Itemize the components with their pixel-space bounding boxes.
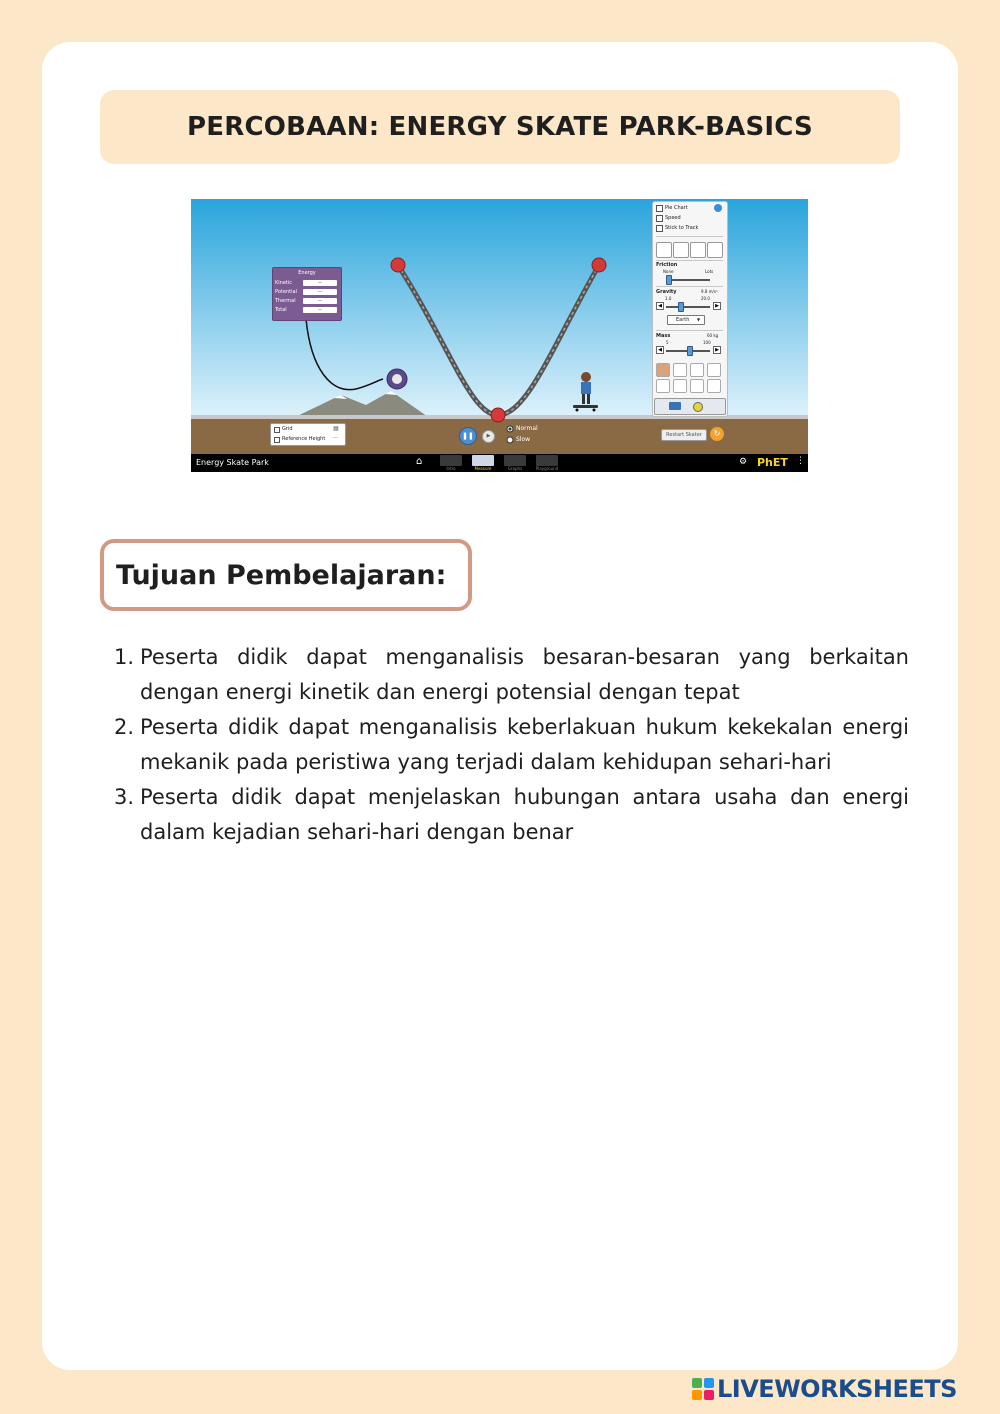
speed-checkbox[interactable] — [656, 215, 663, 222]
objective-number: 2. — [114, 715, 135, 739]
track-shape-button-2[interactable] — [673, 242, 689, 258]
tab-measure[interactable] — [472, 455, 494, 466]
objective-text: Peserta didik dapat menjelaskan hubungan antara usaha dan energi dalam kejadian sehari-hari dengan benar — [140, 785, 909, 844]
separator — [656, 236, 723, 237]
energy-thermal-value: — — [303, 298, 337, 304]
sim-title: Energy Skate Park — [196, 458, 269, 467]
grid-icon: ▦ — [333, 425, 339, 432]
reference-height-label: Reference Height — [282, 436, 326, 442]
tape-measure-icon[interactable] — [693, 402, 703, 412]
separator — [656, 260, 723, 261]
mass-decrease-button[interactable]: ◀ — [656, 346, 664, 354]
friction-slider-thumb[interactable] — [666, 275, 672, 285]
gravity-value: 9.8 m/s² — [701, 289, 718, 294]
speed-slow-label: Slow — [516, 436, 531, 443]
stick-to-track-checkbox[interactable] — [656, 225, 663, 232]
restart-icon[interactable]: ↻ — [710, 427, 724, 441]
skater-option-5[interactable] — [656, 379, 670, 393]
gravity-min: 1.0 — [665, 296, 672, 301]
objectives-list — [114, 640, 909, 850]
gear-icon[interactable]: ⚙ — [739, 457, 748, 467]
tab-playground-label: Playground — [535, 466, 559, 471]
mass-increase-button[interactable]: ▶ — [713, 346, 721, 354]
grid-label: Grid — [282, 426, 293, 432]
radio-slow[interactable] — [507, 437, 513, 443]
stick-to-track-label: Stick to Track — [665, 225, 699, 231]
track-control-node-left[interactable] — [391, 258, 405, 272]
skater-option-3[interactable] — [690, 363, 704, 377]
radio-normal-dot — [509, 428, 512, 431]
tab-graphs-label: Graphs — [507, 466, 523, 471]
skater-option-6[interactable] — [673, 379, 687, 393]
reference-height-checkbox[interactable] — [274, 437, 280, 443]
separator — [656, 286, 723, 287]
gravity-decrease-button[interactable]: ◀ — [656, 302, 664, 310]
chevron-down-icon: ▼ — [697, 317, 701, 322]
mass-value: 60 kg — [707, 333, 719, 338]
objectives-heading — [100, 539, 472, 611]
friction-label: Friction — [656, 262, 678, 268]
home-icon[interactable]: ⌂ — [416, 456, 423, 467]
objective-number: 1. — [114, 645, 135, 669]
gravity-max: 20.0 — [701, 296, 710, 301]
sim-navbar — [191, 454, 808, 472]
planet-select[interactable] — [667, 315, 705, 325]
title-banner — [100, 90, 900, 164]
liveworksheets-logo-icon — [692, 1378, 714, 1400]
energy-potential-label: Potential — [275, 289, 297, 295]
energy-kinetic-label: Kinetic — [275, 280, 293, 286]
objective-item — [114, 780, 909, 850]
track-control-node-right[interactable] — [592, 258, 606, 272]
grid-checkbox[interactable] — [274, 427, 280, 433]
mass-max: 100 — [703, 340, 711, 345]
reference-height-icon: --- — [333, 435, 339, 441]
tab-intro[interactable] — [440, 455, 462, 466]
measure-tools — [654, 398, 726, 415]
energy-total-label: Total — [275, 307, 287, 313]
objective-text: Peserta didik dapat menganalisis besaran-besaran yang berkaitan dengan energi kinetik dan energi potensial dengan tepat — [140, 645, 909, 704]
track-control-node-bottom[interactable] — [491, 408, 505, 422]
step-button[interactable]: ▶ — [482, 430, 495, 443]
restart-skater-button[interactable]: Restart Skater — [661, 429, 707, 441]
grid-options-panel — [270, 423, 346, 446]
gravity-slider-track — [666, 306, 710, 308]
track-shape-button-1[interactable] — [656, 242, 672, 258]
pie-chart-label: Pie Chart — [665, 205, 688, 211]
track-shape-button-4[interactable] — [707, 242, 723, 258]
phet-logo[interactable]: PhET — [757, 456, 788, 469]
energy-potential-value: — — [303, 289, 337, 295]
separator — [656, 330, 723, 331]
speed-normal-label: Normal — [516, 425, 538, 432]
energy-panel — [272, 267, 342, 321]
friction-lots-label: Lots — [705, 269, 714, 274]
page-title: PERCOBAAN: ENERGY SKATE PARK-BASICS — [187, 112, 813, 142]
objective-item — [114, 640, 909, 710]
watermark-text: LIVEWORKSHEETS — [717, 1375, 957, 1403]
control-panel — [652, 201, 728, 417]
energy-probe-face — [392, 374, 402, 384]
skater-option-1[interactable] — [656, 363, 670, 377]
gravity-increase-button[interactable]: ▶ — [713, 302, 721, 310]
mass-min: 5 — [666, 340, 669, 345]
energy-kinetic-value: — — [303, 280, 337, 286]
tab-graphs[interactable] — [504, 455, 526, 466]
pie-chart-icon — [714, 204, 722, 212]
track-shape-button-3[interactable] — [690, 242, 706, 258]
pause-button[interactable]: ❚❚ — [459, 427, 477, 445]
liveworksheets-watermark — [692, 1374, 957, 1404]
friction-slider-track — [666, 279, 710, 281]
tab-intro-label: Intro — [446, 466, 456, 471]
stopwatch-icon[interactable] — [669, 402, 681, 410]
energy-thermal-label: Thermal — [275, 298, 296, 304]
objective-number: 3. — [114, 785, 135, 809]
tab-playground[interactable] — [536, 455, 558, 466]
energy-total-value: — — [303, 307, 337, 313]
pie-chart-checkbox[interactable] — [656, 205, 663, 212]
speed-label: Speed — [665, 215, 681, 221]
objective-item — [114, 710, 909, 780]
friction-none-label: None — [663, 269, 674, 274]
tab-measure-label: Measure — [474, 466, 492, 471]
mass-label: Mass — [656, 333, 671, 339]
objectives-heading-text: Tujuan Pembelajaran: — [116, 559, 447, 591]
simulation-screenshot — [191, 199, 808, 472]
skater-option-2[interactable] — [673, 363, 687, 377]
mass-slider-thumb[interactable] — [687, 346, 693, 356]
skater-option-4[interactable] — [707, 363, 721, 377]
menu-icon[interactable]: ⋮ — [796, 456, 805, 466]
skater-option-7[interactable] — [690, 379, 704, 393]
energy-panel-title: Energy — [298, 270, 316, 276]
skater-option-8[interactable] — [707, 379, 721, 393]
gravity-label: Gravity — [656, 289, 677, 295]
gravity-slider-thumb[interactable] — [678, 302, 684, 312]
planet-selected: Earth — [676, 317, 690, 323]
objective-text: Peserta didik dapat menganalisis keberlakuan hukum kekekalan energi mekanik pada peristiwa yang terjadi dalam kehidupan sehari-hari — [140, 715, 909, 774]
